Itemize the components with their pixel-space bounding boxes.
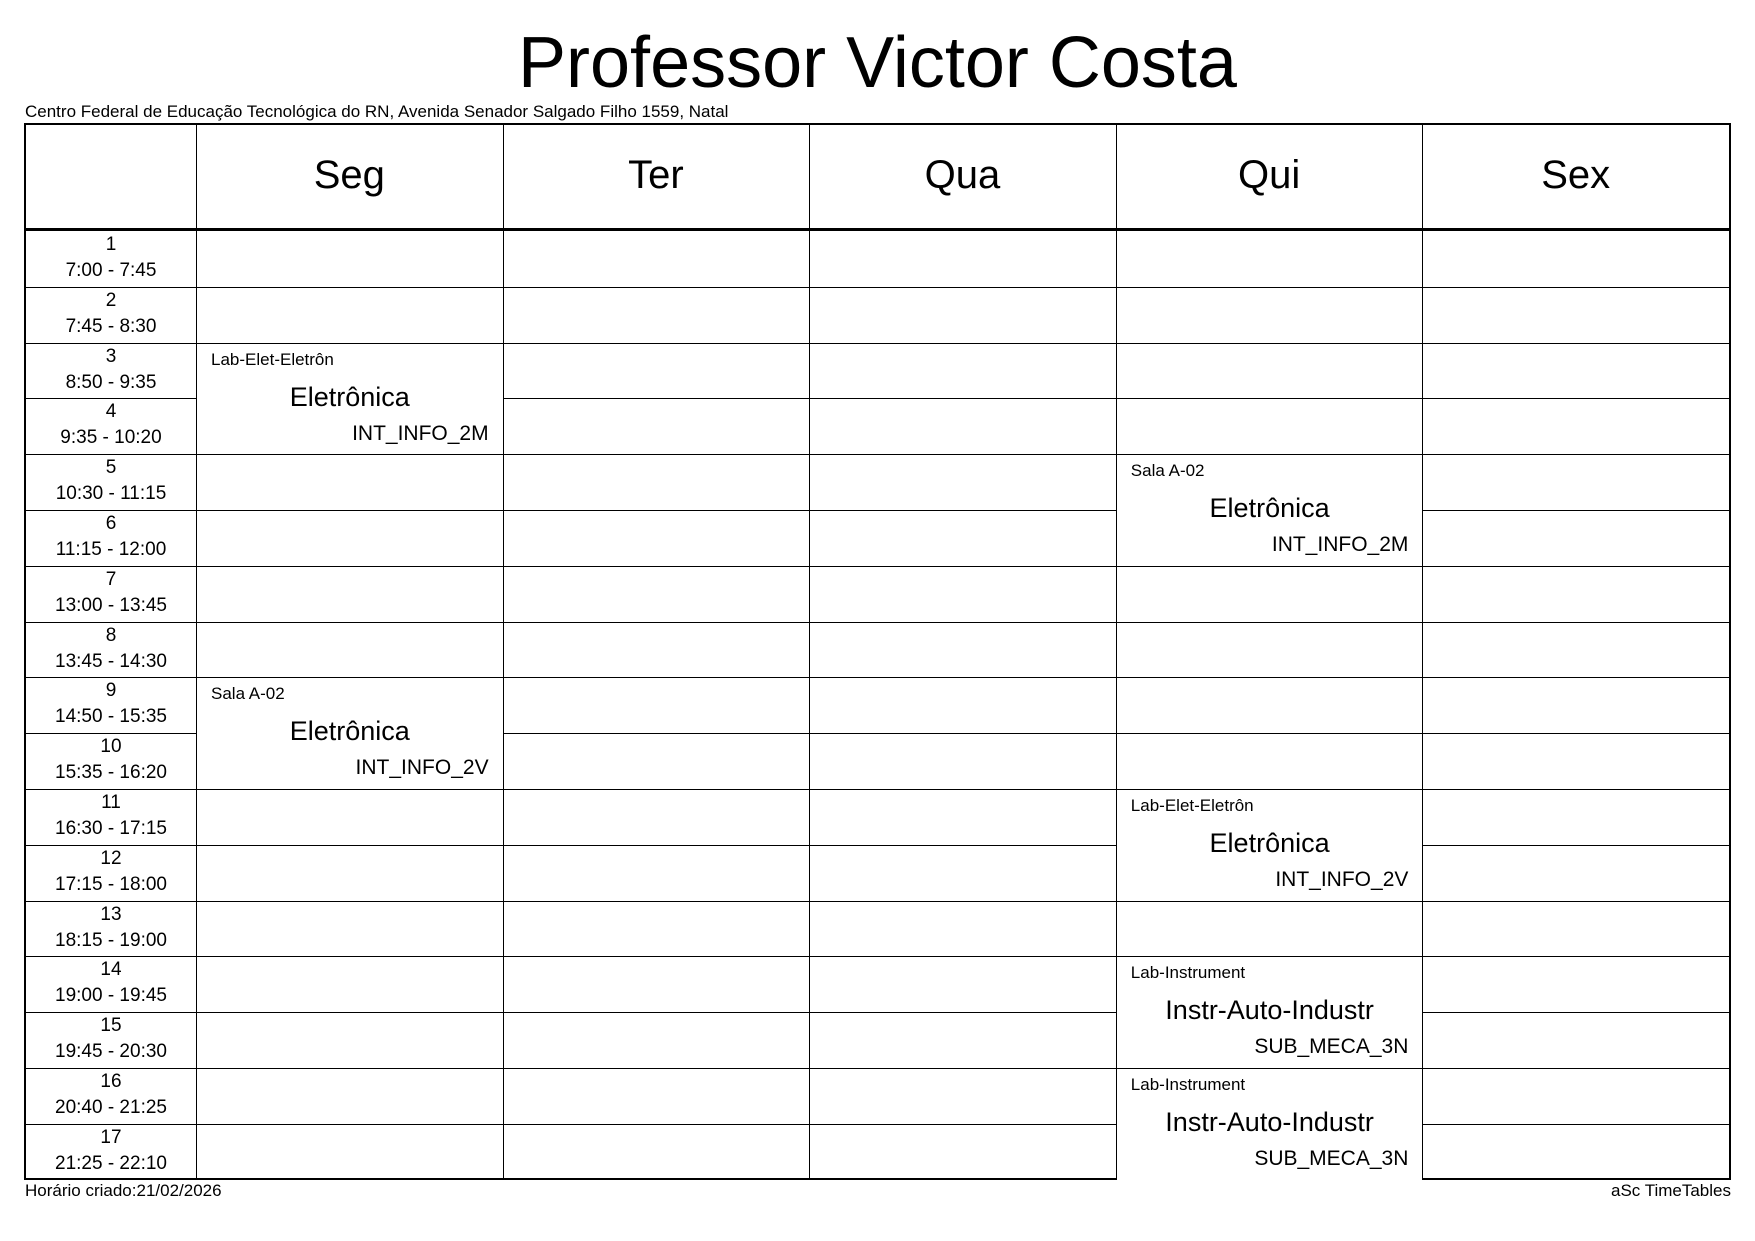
period-label bbox=[26, 399, 196, 451]
day-header-qui: Qui bbox=[1237, 153, 1301, 197]
period-number: 10 bbox=[100, 736, 122, 758]
row-divider bbox=[26, 789, 1729, 790]
row-divider bbox=[26, 901, 1729, 902]
period-time: 13:45 - 14:30 bbox=[55, 650, 167, 672]
period-label bbox=[26, 734, 196, 786]
row-divider bbox=[26, 622, 1729, 623]
lesson-group: SUB_MECA_3N bbox=[1254, 1035, 1409, 1059]
period-time: 18:15 - 19:00 bbox=[55, 929, 167, 951]
period-time: 11:15 - 12:00 bbox=[55, 539, 167, 560]
lesson-subject: Eletrônica bbox=[1209, 828, 1330, 858]
lesson-group: INT_INFO_2V bbox=[355, 756, 489, 780]
period-label bbox=[26, 288, 196, 340]
lesson-card[interactable] bbox=[1116, 1069, 1424, 1180]
period-time: 15:35 - 16:20 bbox=[55, 762, 167, 784]
day-header-seg: Seg bbox=[313, 153, 385, 197]
lesson-group: INT_INFO_2M bbox=[1271, 533, 1409, 557]
column-divider bbox=[196, 125, 197, 1178]
lesson-subject: Eletrônica bbox=[289, 716, 410, 747]
period-label bbox=[26, 455, 196, 507]
period-time: 20:40 - 21:25 bbox=[55, 1097, 167, 1118]
row-divider bbox=[26, 956, 1729, 957]
period-number: 1 bbox=[105, 234, 117, 255]
lesson-group: INT_INFO_2M bbox=[352, 421, 489, 445]
row-divider bbox=[26, 1124, 1729, 1125]
period-number: 14 bbox=[100, 959, 122, 981]
period-number: 8 bbox=[105, 624, 117, 646]
period-label bbox=[26, 567, 196, 619]
period-time: 7:00 - 7:45 bbox=[65, 260, 157, 281]
period-label bbox=[26, 344, 196, 396]
period-number: 9 bbox=[105, 680, 117, 702]
period-label bbox=[26, 232, 196, 284]
period-label bbox=[26, 902, 196, 954]
period-label bbox=[26, 957, 196, 1009]
created-date: Horário criado:21/02/2026 bbox=[25, 1181, 222, 1200]
period-number: 17 bbox=[100, 1126, 122, 1148]
period-number: 6 bbox=[105, 513, 117, 534]
lesson-room: Lab-Instrument bbox=[1130, 1075, 1246, 1094]
lesson-subject: Instr-Auto-Industr bbox=[1165, 995, 1374, 1026]
lesson-group: INT_INFO_2V bbox=[1275, 868, 1409, 891]
header-divider bbox=[26, 228, 1729, 231]
lesson-card[interactable] bbox=[1116, 957, 1424, 1068]
period-number: 4 bbox=[105, 401, 117, 423]
day-header-ter: Ter bbox=[628, 153, 684, 197]
lesson-room: Sala A-02 bbox=[1130, 461, 1205, 481]
period-time: 8:50 - 9:35 bbox=[65, 371, 157, 393]
period-number: 15 bbox=[100, 1015, 122, 1037]
timetable-grid bbox=[24, 123, 1731, 1180]
lesson-card[interactable] bbox=[196, 344, 504, 455]
lesson-subject: Instr-Auto-Industr bbox=[1165, 1107, 1374, 1137]
period-time: 14:50 - 15:35 bbox=[55, 706, 167, 728]
period-label bbox=[26, 678, 196, 730]
lesson-card[interactable] bbox=[1116, 790, 1424, 901]
period-label bbox=[26, 846, 196, 898]
period-time: 13:00 - 13:45 bbox=[55, 594, 167, 616]
lesson-subject: Eletrônica bbox=[1209, 493, 1330, 524]
period-time: 9:35 - 10:20 bbox=[60, 427, 162, 449]
lesson-room: Lab-Instrument bbox=[1130, 963, 1246, 983]
period-label bbox=[26, 1069, 196, 1121]
page-title: Professor Victor Costa bbox=[518, 23, 1237, 103]
period-time: 21:25 - 22:10 bbox=[55, 1152, 167, 1174]
lesson-card[interactable] bbox=[196, 678, 504, 789]
period-label bbox=[26, 1125, 196, 1177]
day-header-qua: Qua bbox=[924, 153, 1001, 197]
row-divider bbox=[26, 287, 1729, 288]
period-label bbox=[26, 623, 196, 675]
period-label bbox=[26, 790, 196, 842]
lesson-card[interactable] bbox=[1116, 455, 1424, 566]
period-number: 7 bbox=[105, 568, 117, 590]
lesson-group: SUB_MECA_3N bbox=[1254, 1147, 1409, 1170]
period-time: 19:45 - 20:30 bbox=[55, 1041, 167, 1063]
period-time: 19:00 - 19:45 bbox=[55, 985, 167, 1007]
period-number: 11 bbox=[101, 792, 121, 813]
row-divider bbox=[26, 510, 1729, 511]
period-number: 16 bbox=[100, 1071, 122, 1092]
lesson-room: Lab-Elet-Eletrôn bbox=[211, 349, 334, 369]
school-address: Centro Federal de Educação Tecnológica do RN, Avenida Senador Salgado Filho 1559, Natal bbox=[25, 102, 729, 121]
period-time: 17:15 - 18:00 bbox=[55, 873, 167, 895]
lesson-room: Lab-Elet-Eletrôn bbox=[1130, 796, 1254, 815]
column-divider bbox=[809, 125, 810, 1178]
period-number: 5 bbox=[105, 457, 117, 479]
software-credit: aSc TimeTables bbox=[1611, 1181, 1731, 1200]
period-time: 10:30 - 11:15 bbox=[55, 483, 167, 505]
period-label bbox=[26, 1013, 196, 1065]
period-time: 16:30 - 17:15 bbox=[55, 818, 167, 839]
row-divider bbox=[26, 454, 1729, 455]
period-number: 2 bbox=[105, 289, 117, 311]
period-number: 13 bbox=[100, 903, 122, 925]
row-divider bbox=[26, 845, 1729, 846]
column-divider bbox=[503, 125, 504, 1178]
period-number: 3 bbox=[105, 345, 117, 367]
period-label bbox=[26, 511, 196, 563]
period-number: 12 bbox=[100, 847, 122, 869]
period-time: 7:45 - 8:30 bbox=[65, 315, 157, 337]
lesson-subject: Eletrônica bbox=[289, 381, 410, 412]
day-header-sex: Sex bbox=[1541, 153, 1611, 197]
row-divider bbox=[26, 566, 1729, 567]
row-divider bbox=[26, 1068, 1729, 1069]
lesson-room: Sala A-02 bbox=[211, 684, 285, 704]
row-divider bbox=[26, 1012, 1729, 1013]
